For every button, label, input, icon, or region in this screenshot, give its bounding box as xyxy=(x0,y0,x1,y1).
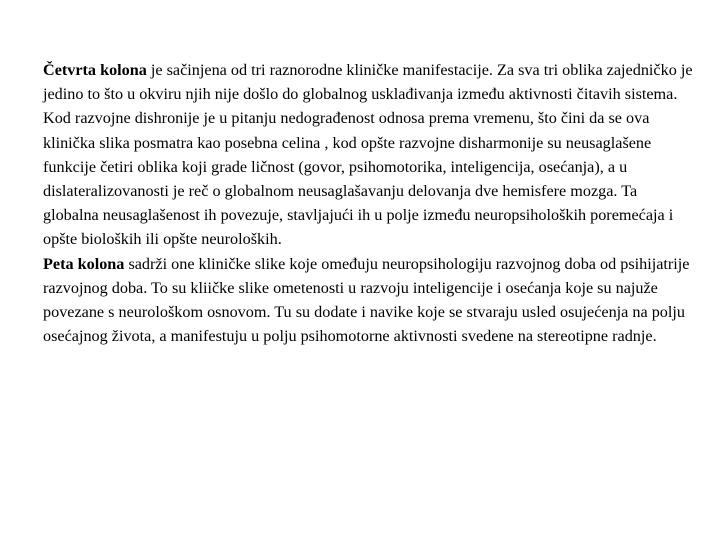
paragraph-fourth-column xyxy=(43,58,693,252)
paragraph-fourth-column-body: je sačinjena od tri raznorodne kliničke manifestacije. Za sva tri oblika zajedničko je jedino to što u okviru njih nije došlo do globalnog usklađivanja između aktivnosti čitavih sistema. Kod razvojne dishronije je u pitanju nedograđenost odnosa prema vremenu, što čini da se ova klinička slika posmatra kao posebna celina , kod opšte razvojne disharmonije su neusaglašene funkcije četiri oblika koji grade ličnost (govor, psihomotorika, inteligencija, osećanja), a u dislateralizovanosti je reč o globalnom neusaglašavanju delovanja dve hemisfere mozga. Ta globalna neusaglašenost ih povezuje, stavljajući ih u polje između neuropsiholoških poremećaja i opšte bioloških ili opšte neuroloških. xyxy=(43,61,693,249)
paragraph-fifth-column xyxy=(43,252,693,349)
heading-fifth-column: Peta kolona xyxy=(43,254,125,273)
text-block xyxy=(43,58,693,348)
heading-fourth-column: Četvrta kolona xyxy=(43,61,147,79)
paragraph-fifth-column-body: sadrži one kliničke slike koje omeđuju neuropsihologiju razvojnog doba od psihijatrije razvojnog doba. To su kliičke slike ometenosti u razvoju inteligencije i osećanja koje su najuže povezane s neurološkom osnovom. Tu su dodate i navike koje se stvaraju usled osujećenja na polju osećajnog života, a manifestuju u polju psihomotorne aktivnosti svedene na stereotipne radnje. xyxy=(43,254,690,346)
